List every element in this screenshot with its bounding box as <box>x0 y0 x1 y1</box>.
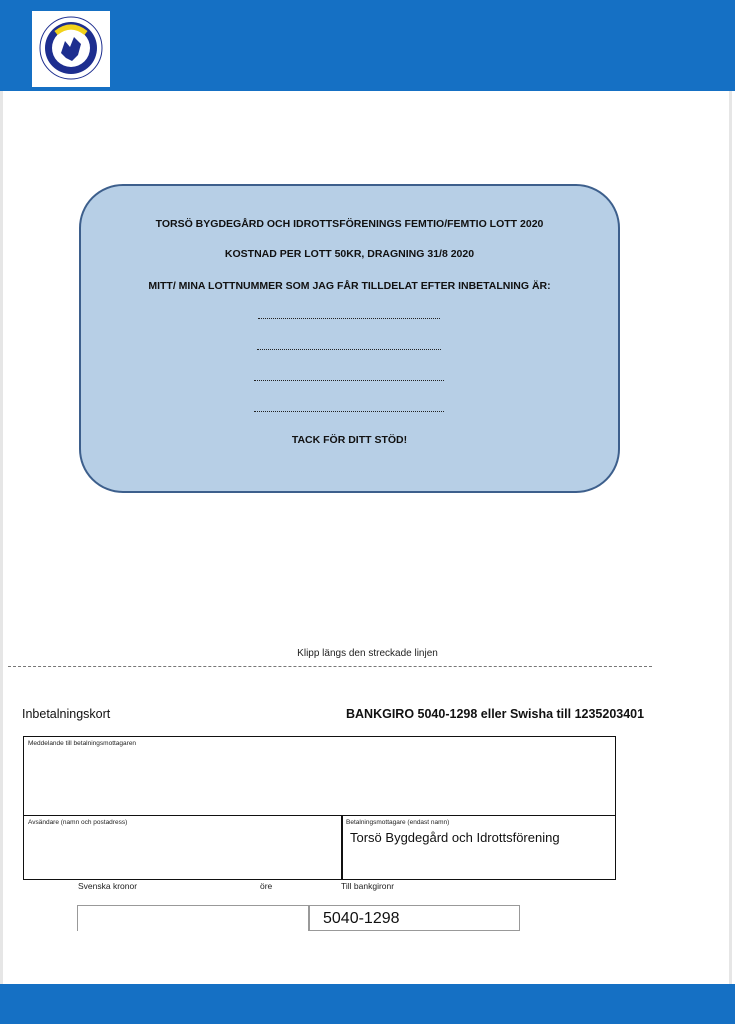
kronor-label: Svenska kronor <box>78 881 138 891</box>
thanks-text: TACK FÖR DITT STÖD! <box>291 434 408 446</box>
number-line-1 <box>258 318 440 319</box>
sender-label: Avsändare (namn och postadress) <box>28 819 128 826</box>
lottery-price-draw: KOSTNAD PER LOTT 50KR, DRAGNING 31/8 2020 <box>224 248 475 260</box>
number-line-3 <box>254 380 444 381</box>
cut-instruction: Klipp längs den streckade linjen <box>297 648 438 659</box>
ore-label: öre <box>260 881 273 891</box>
lottery-numbers-heading: MITT/ MINA LOTTNUMMER SOM JAG FÅR TILLDELAT EFTER INBETALNING ÄR: <box>148 280 551 292</box>
recipient-value: Torsö Bygdegård och Idrottsförening <box>350 830 560 845</box>
bankgiro-info: BANKGIRO 5040-1298 eller Swisha till 1235203401 <box>346 707 645 721</box>
lottery-panel <box>79 184 620 493</box>
form-title: Inbetalningskort <box>22 707 111 721</box>
footer-band <box>0 984 735 1024</box>
giro-label: Till bankgironr <box>341 881 395 891</box>
page-edge-right <box>729 91 732 984</box>
giro-number: 5040-1298 <box>323 910 400 927</box>
recipient-box <box>341 815 616 880</box>
number-line-4 <box>254 411 444 412</box>
sender-box <box>23 815 343 880</box>
club-logo <box>32 11 110 87</box>
giro-number-box <box>309 905 520 931</box>
message-box <box>23 736 616 816</box>
amount-field <box>77 905 309 931</box>
cut-line <box>8 666 652 667</box>
lottery-title: TORSÖ BYGDEGÅRD OCH IDROTTSFÖRENINGS FEMTIO/FEMTIO LOTT 2020 <box>155 218 544 230</box>
message-label: Meddelande till betalningsmottagaren <box>28 740 137 747</box>
number-line-2 <box>257 349 441 350</box>
recipient-label: Betalningsmottagare (endast namn) <box>346 819 450 826</box>
header-band <box>0 0 735 91</box>
page-edge-left <box>0 91 3 984</box>
